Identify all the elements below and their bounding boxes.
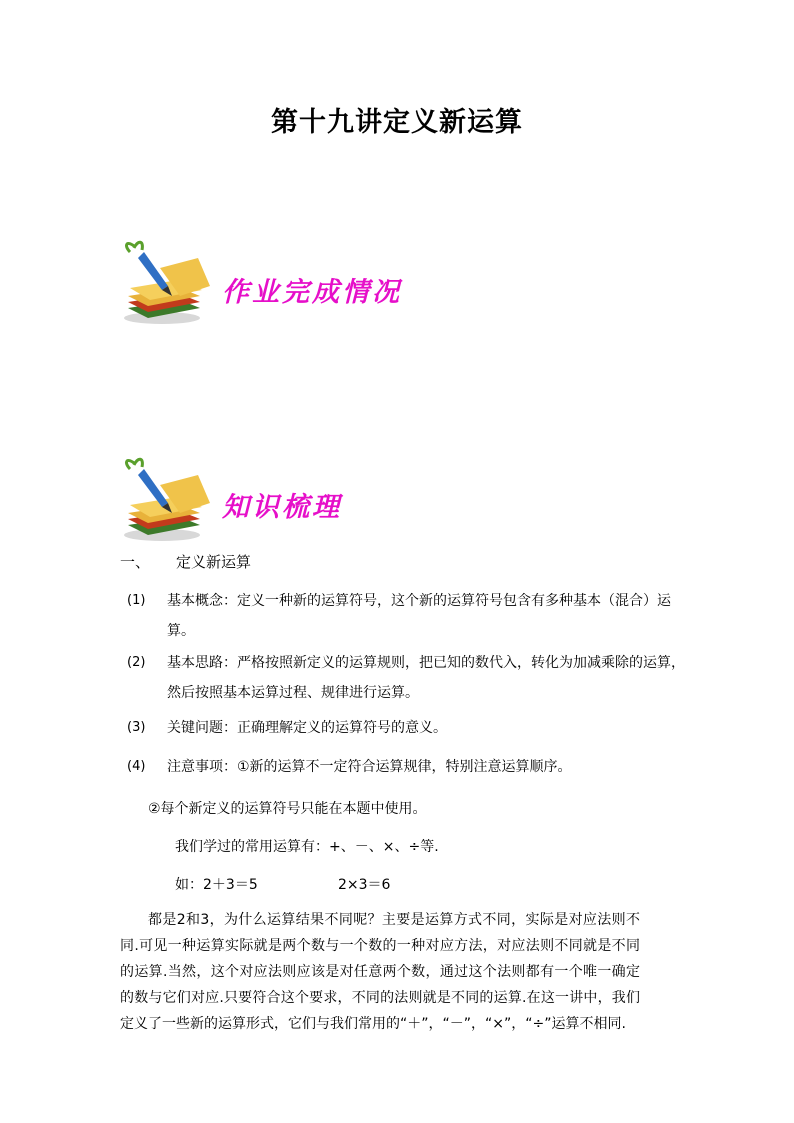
book-pencil-icon [120,455,215,545]
section-header-knowledge [120,455,520,545]
section-label-knowledge: 知识梳理 [222,492,342,523]
item-number: (1) [127,593,146,608]
heading-number: 一、 [120,553,151,571]
item-number: (4) [127,759,146,774]
heading-definition [120,551,251,572]
list-item [127,648,687,708]
example-addition: 如：2＋3＝5 [175,877,258,893]
item-text: 关键问题：正确理解定义的运算符号的意义。 [167,720,447,736]
list-item [127,713,687,743]
item-text: 基本概念：定义一种新的运算符号，这个新的运算符号包含有多种基本（混合）运算。 [167,593,671,639]
book-pencil-icon [120,238,215,328]
item-number: (2) [127,655,146,670]
item-number: (3) [127,720,146,735]
explanation-paragraph [120,907,640,1037]
list-item [127,752,687,782]
page-title: 第十九讲定义新运算 [271,107,523,138]
item-text: 基本思路：严格按照新定义的运算规则，把已知的数代入，转化为加减乘除的运算，然后按照基本运算过程、规律进行运算。 [167,655,685,701]
item-text: 注意事项：①新的运算不一定符合运算规律，特别注意运算顺序。 [167,759,572,775]
section-header-homework [120,238,520,328]
section-label-homework: 作业完成情况 [222,277,402,308]
list-item [127,586,687,646]
common-operations: 我们学过的常用运算有：+、－、×、÷等. [175,839,439,855]
heading-text: 定义新运算 [176,553,252,571]
note-2: ②每个新定义的运算符号只能在本题中使用。 [148,801,427,817]
example-multiplication: 2×3＝6 [338,877,391,893]
paragraph-text: 都是2和3，为什么运算结果不同呢？主要是运算方式不同，实际是对应法则不同.可见一种运算实际就是两个数与一个数的一种对应方法，对应法则不同就是不同的运算.当然，这个对应法则应该是对任意两个数，通过这个法则都有一个唯一确定的数与它们对应.只要符合这个要求，不同的法则就是不同的运算.在这一讲中，我们定义了一些新的运算形式，它们与我们常用的“＋”，“－”，“×”，“÷”运算不相同. [120,912,640,1032]
